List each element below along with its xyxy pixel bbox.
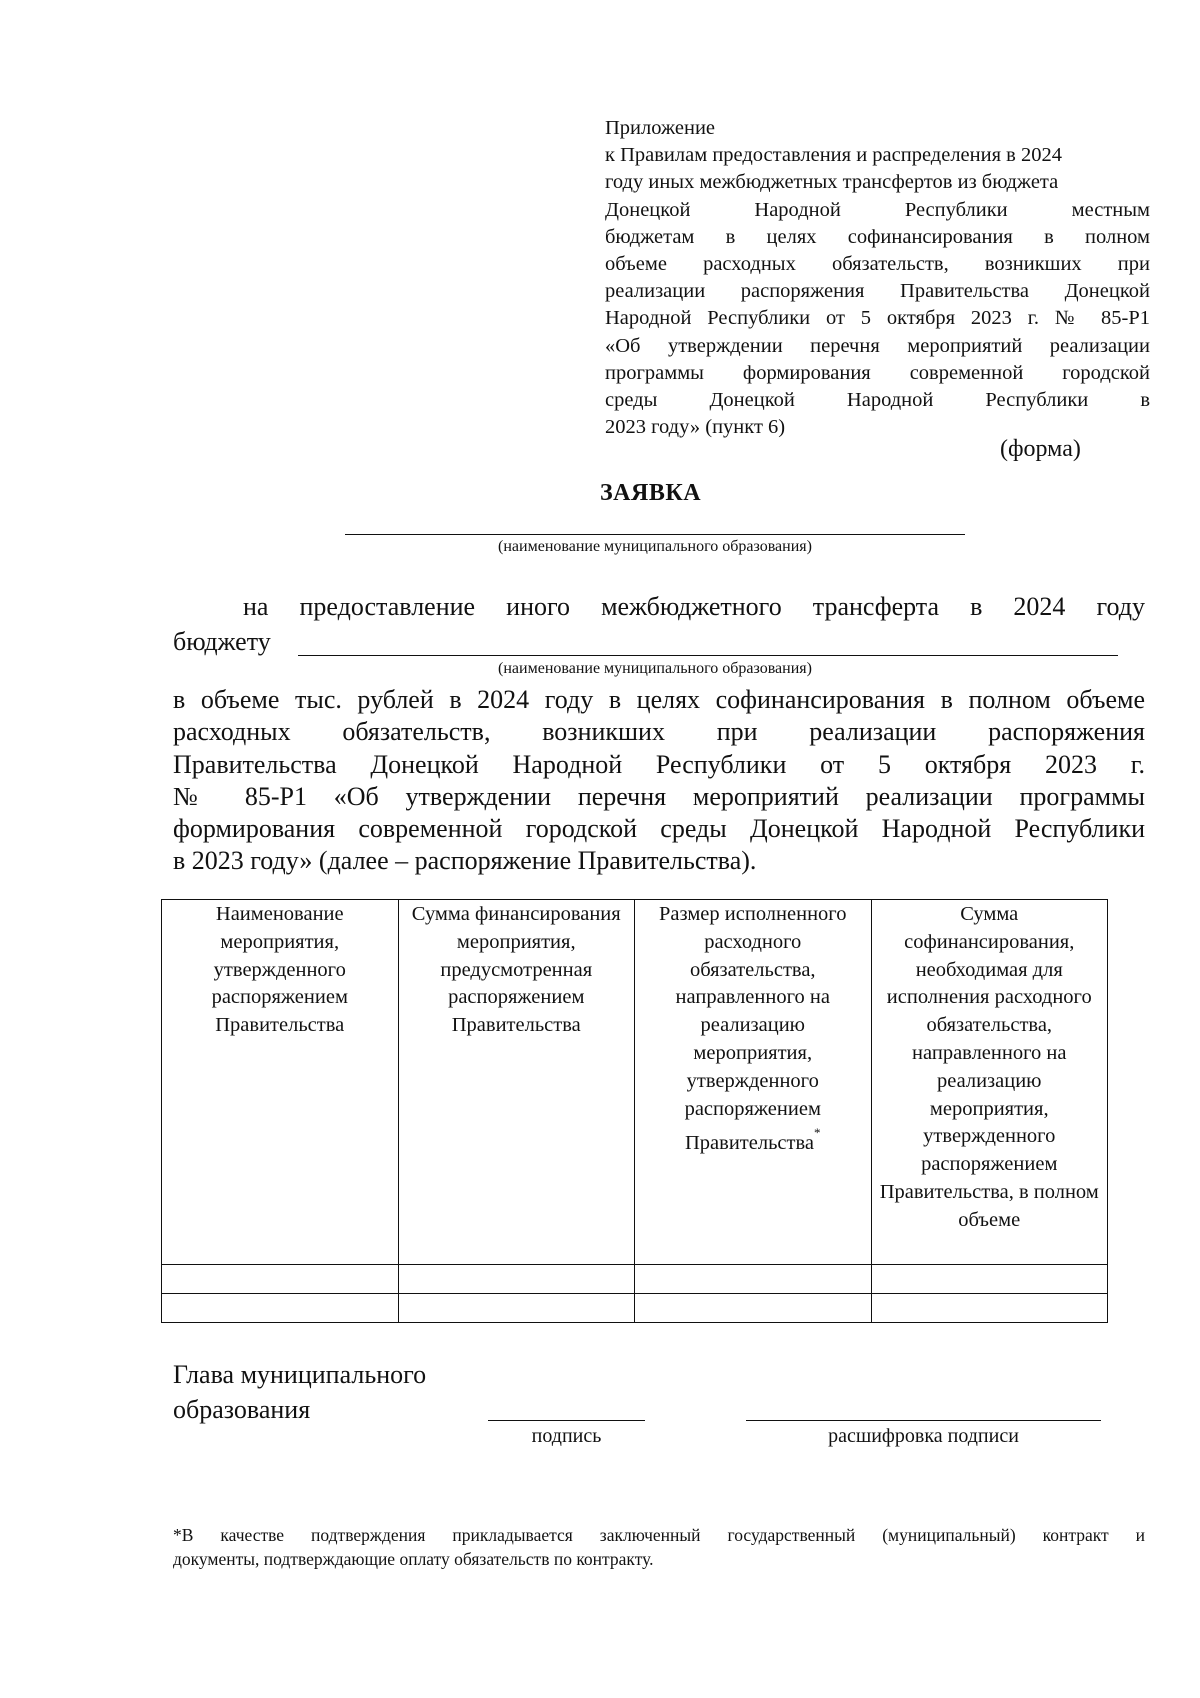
body-line: № 85-Р1 «Об утверждении перечня мероприятий реализации программы <box>173 781 1145 811</box>
header-cell-event-name: Наименование мероприятия, утвержденного распоряжением Правительства <box>162 900 399 1265</box>
body-line: расходных обязательств, возникших при реализации распоряжения <box>173 717 1145 747</box>
footnote-line: документы, подтверждающие оплату обязательств по контракту. <box>173 1549 654 1569</box>
budget-label: бюджету <box>173 627 271 656</box>
signatory-title-line: Глава муниципального <box>173 1360 427 1389</box>
body-line: формирования современной городской среды Донецкой Народной Республики <box>173 814 1145 844</box>
appendix-block <box>605 115 1150 441</box>
signature-decode-line[interactable] <box>746 1420 1101 1421</box>
footnote <box>173 1523 1145 1571</box>
table-cell[interactable] <box>398 1265 635 1294</box>
header-cell-executed-obligation: Размер исполненного расходного обязательства, направленного на реализацию мероприятия, утвержденного распоряжением Правительства* <box>635 900 872 1265</box>
appendix-line: программы формирования современной городской <box>605 361 1150 384</box>
budget-fill-line[interactable] <box>298 655 1118 656</box>
appendix-line: 2023 году» (пункт 6) <box>605 416 786 439</box>
signatory-title <box>173 1357 426 1427</box>
intro-line <box>173 592 1145 622</box>
signature-line[interactable] <box>488 1420 645 1421</box>
application-table <box>161 899 1108 1323</box>
table-row <box>162 1294 1108 1323</box>
budget-caption: (наименование муниципального образования) <box>498 660 812 677</box>
municipality-caption: (наименование муниципального образования) <box>498 538 812 555</box>
table-header-row <box>162 900 1108 1265</box>
table-row <box>162 1265 1108 1294</box>
footnote-line: *В качестве подтверждения прикладывается заключенный государственный (муниципальный) контракт и <box>173 1525 1145 1545</box>
form-label: (форма) <box>1000 436 1081 462</box>
table-cell[interactable] <box>635 1265 872 1294</box>
body-line: Правительства Донецкой Народной Республики от 5 октября 2023 г. <box>173 749 1145 779</box>
appendix-line: объеме расходных обязательств, возникших при <box>605 253 1150 276</box>
table-cell[interactable] <box>871 1294 1108 1323</box>
body-line: в 2023 году» (далее – распоряжение Правительства). <box>173 846 757 876</box>
header-cell-financing-amount: Сумма финансирования мероприятия, предусмотренная распоряжением Правительства <box>398 900 635 1265</box>
intro-text: на предоставление иного межбюджетного трансферта в 2024 году <box>243 592 1145 621</box>
table-cell[interactable] <box>398 1294 635 1323</box>
appendix-line: к Правилам предоставления и распределения в 2024 <box>605 144 1062 167</box>
table-cell[interactable] <box>871 1265 1108 1294</box>
municipality-fill-line[interactable] <box>345 534 965 535</box>
signature-caption: подпись <box>531 1425 602 1447</box>
document-title: ЗАЯВКА <box>600 480 702 506</box>
appendix-line: году иных межбюджетных трансфертов из бюджета <box>605 171 1059 194</box>
appendix-line: бюджетам в целях софинансирования в полном <box>605 225 1150 248</box>
table-cell[interactable] <box>162 1294 399 1323</box>
signature-decode-caption: расшифровка подписи <box>828 1425 1019 1447</box>
footnote-mark: * <box>814 1125 821 1141</box>
appendix-line: среды Донецкой Народной Республики в <box>605 389 1150 412</box>
body-line: в объеме тыс. рублей в 2024 году в целях софинансирования в полном объеме <box>173 685 1145 714</box>
signatory-title-line: образования <box>173 1395 311 1424</box>
body-paragraph <box>173 684 1145 878</box>
appendix-line: Приложение <box>605 117 716 139</box>
appendix-line: Народной Республики от 5 октября 2023 г. № 85-Р1 <box>605 307 1150 330</box>
header-cell-cofinancing-amount: Сумма софинансирования, необходимая для исполнения расходного обязательства, направленного на реализацию мероприятия, утвержденного распоряжением Правительства, в полном объеме <box>871 900 1108 1265</box>
table-cell[interactable] <box>162 1265 399 1294</box>
appendix-line: «Об утверждении перечня мероприятий реализации <box>605 334 1150 357</box>
table-cell[interactable] <box>635 1294 872 1323</box>
appendix-line: реализации распоряжения Правительства Донецкой <box>605 280 1150 303</box>
appendix-line: Донецкой Народной Республики местным <box>605 198 1150 221</box>
